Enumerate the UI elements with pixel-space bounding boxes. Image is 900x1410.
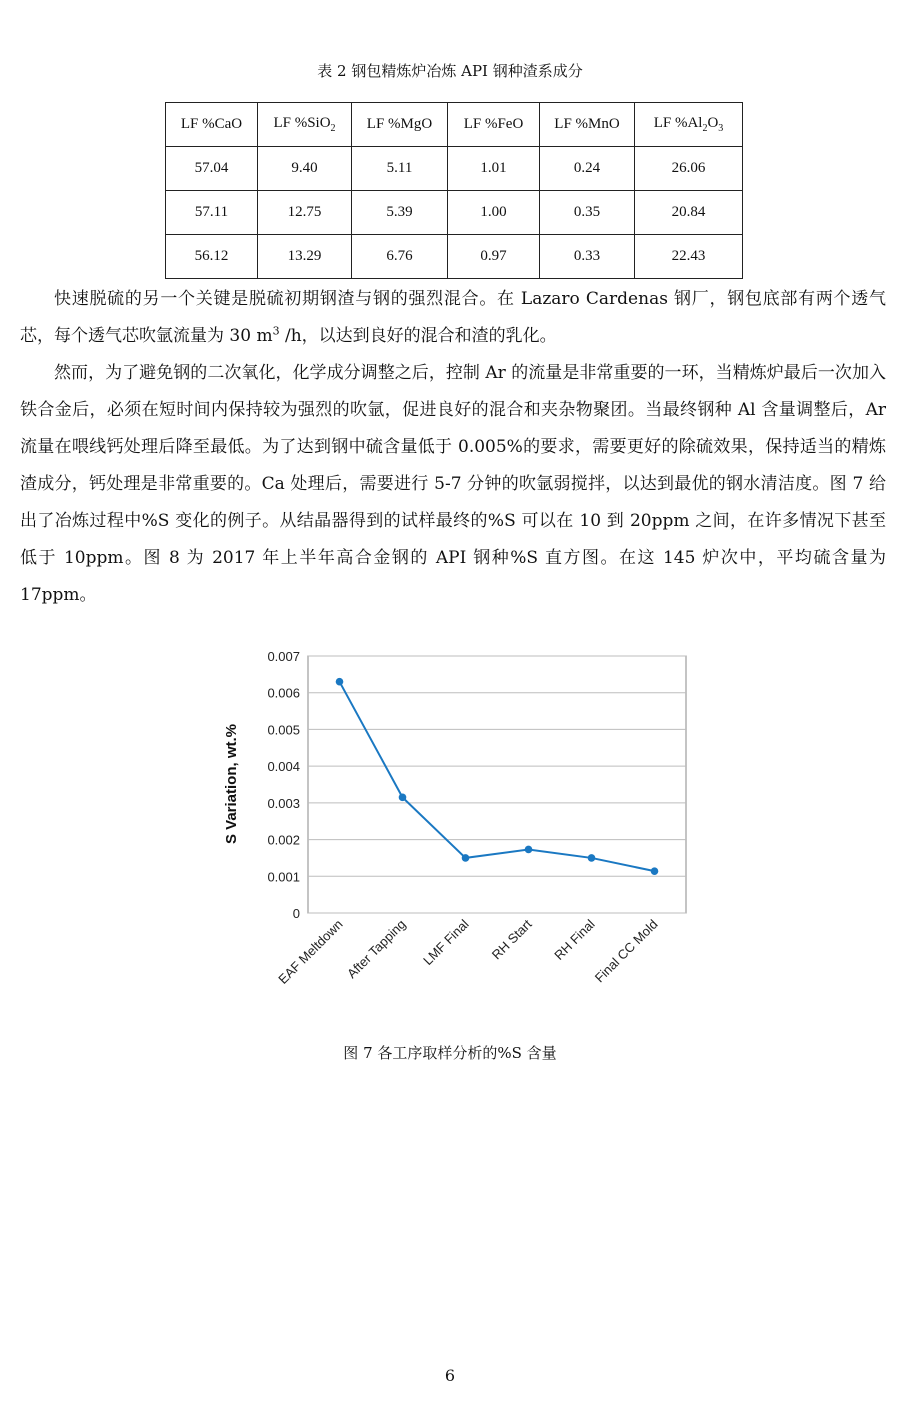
table-cell: 22.43 — [635, 235, 743, 279]
data-point — [651, 867, 659, 875]
y-tick-label: 0.002 — [267, 832, 300, 848]
table-cell: 57.04 — [166, 147, 258, 191]
table-cell: 13.29 — [258, 235, 352, 279]
header-sio2: LF %SiO$_2$ — [258, 103, 352, 147]
y-axis-ticks — [267, 649, 300, 921]
table-cell: 5.39 — [352, 191, 448, 235]
plot-area — [308, 656, 686, 913]
y-tick-label: 0.004 — [267, 759, 300, 775]
x-tick-label: RH Final — [551, 916, 598, 963]
table-row — [166, 147, 743, 191]
table-cell: 5.11 — [352, 147, 448, 191]
table-cell: 26.06 — [635, 147, 743, 191]
header-feo: LF %FeO — [448, 103, 540, 147]
table-caption: 表 2 钢包精炼炉冶炼 API 钢种渣系成分 — [317, 62, 583, 80]
table-cell: 0.24 — [540, 147, 635, 191]
header-mgo: LF %MgO — [352, 103, 448, 147]
y-axis-label: S Variation, wt.% — [223, 723, 240, 845]
table-cell: 12.75 — [258, 191, 352, 235]
data-point — [588, 854, 596, 862]
table-cell: 57.11 — [166, 191, 258, 235]
page-number: 6 — [444, 1366, 456, 1385]
table-cell: 0.33 — [540, 235, 635, 279]
table-cell: 0.97 — [448, 235, 540, 279]
y-tick-label: 0.007 — [267, 649, 300, 664]
table-cell: 6.76 — [352, 235, 448, 279]
x-tick-label: EAF Meltdown — [275, 916, 346, 987]
y-tick-label: 0.003 — [267, 795, 300, 811]
data-point — [525, 846, 533, 854]
header-al2o3: LF $\%Al_2O_3$ — [635, 103, 743, 147]
data-point — [336, 678, 344, 686]
x-tick-label: RH Start — [488, 916, 535, 963]
data-point — [462, 854, 470, 862]
x-tick-label: LMF Final — [420, 916, 472, 968]
x-axis-ticks — [275, 916, 660, 987]
y-tick-label: 0 — [292, 906, 300, 921]
header-cao: LF %CaO — [166, 103, 258, 147]
table-header-row — [166, 103, 743, 147]
slag-composition-table — [165, 102, 743, 279]
paragraph-argon-control: 然而，为了避免钢的二次氧化，化学成分调整之后，控制 Ar 的流量是非常重要的一环，当精炼炉最后一次加入铁合金后，必须在短时间内保持较为强烈的吹氩，促进良好的混合和夹杂物聚团。当最终钢种 Al 含量调整后，Ar 流量在喂线钙处理后降至最低。为了达到钢中硫含量低于 0.005%的要求，需要更好的除硫效果，保持适当的精炼渣成分，钙处理是非常重要的。Ca 处理后，需要进行 5-7 分钟的吹氩弱搅拌，以达到最优的钢水清洁度。图 7 给出了冶炼过程中%S 变化的例子。从结晶器得到的试样最终的%S 可以在 10 到 20ppm 之间，在许多情况下甚至低于 10ppm。图 8 为 2017 年上半年高合金钢的 API 钢种%S 直方图。在这 145 炉次中，平均硫含量为 17ppm。 — [20, 363, 886, 605]
header-mno: LF %MnO — [540, 103, 635, 147]
y-tick-label: 0.006 — [267, 685, 300, 701]
data-point — [399, 794, 407, 802]
x-tick-label: Final CC Mold — [591, 916, 661, 986]
table-row — [166, 191, 743, 235]
table-cell: 1.00 — [448, 191, 540, 235]
table-cell: 20.84 — [635, 191, 743, 235]
table-cell: 9.40 — [258, 147, 352, 191]
x-tick-label: After Tapping — [344, 916, 409, 982]
table-cell: 0.35 — [540, 191, 635, 235]
table-cell: 1.01 — [448, 147, 540, 191]
table-row — [166, 235, 743, 279]
figure-caption: 图 7 各工序取样分析的%S 含量 — [343, 1044, 557, 1062]
sulfur-variation-chart — [210, 640, 710, 1020]
y-tick-label: 0.005 — [267, 722, 300, 738]
table-cell: 56.12 — [166, 235, 258, 279]
y-tick-label: 0.001 — [267, 869, 300, 885]
paragraph-mixing: 快速脱硫的另一个关键是脱硫初期钢渣与钢的强烈混合。在 Lazaro Cardenas 钢厂，钢包底部有两个透气芯，每个透气芯吹氩流量为 30 $m^3$ /h，以达到良好的混合和渣的乳化。 — [20, 289, 886, 346]
